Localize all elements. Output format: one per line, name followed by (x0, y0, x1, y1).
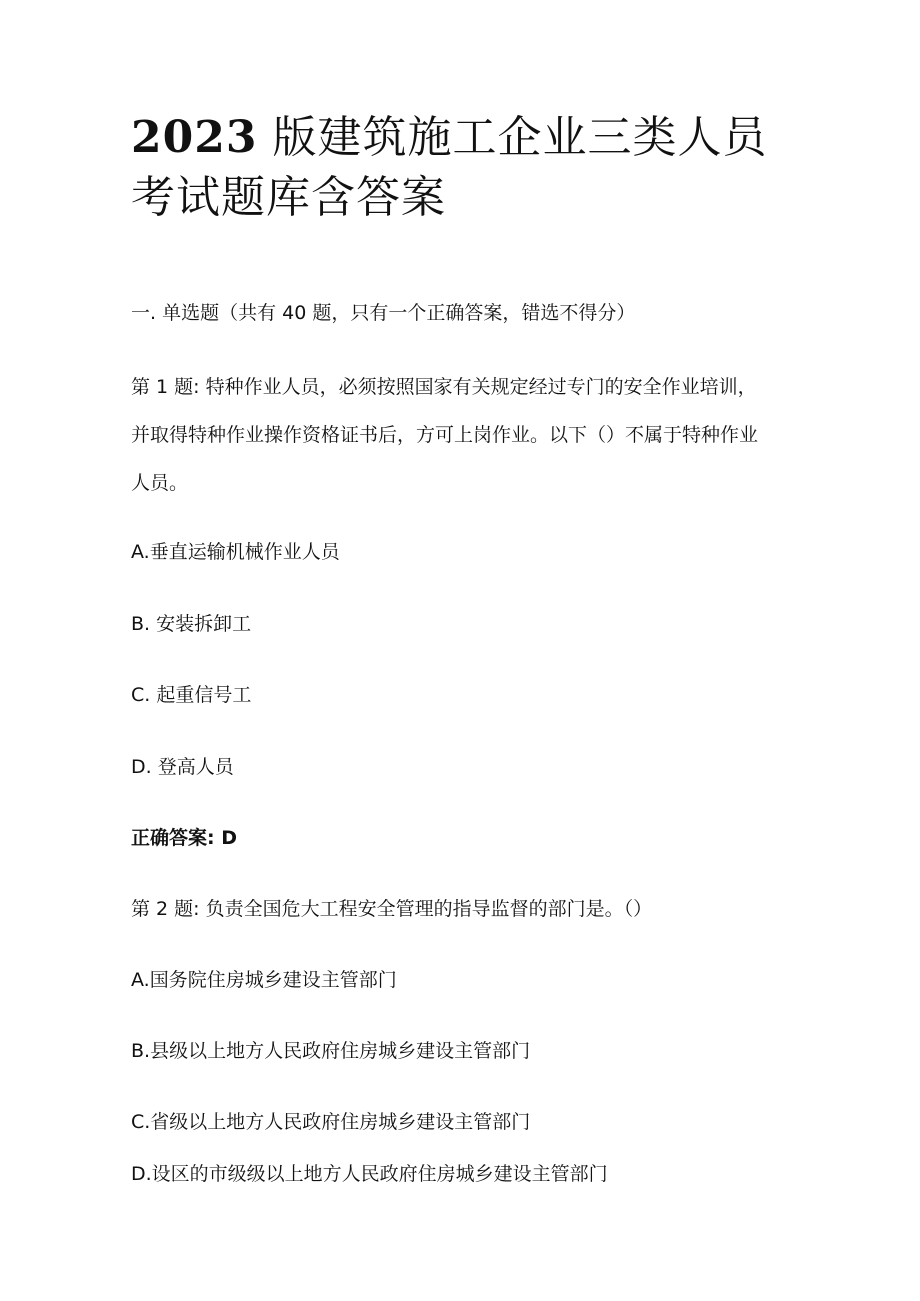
question-1-option-a: A.垂直运输机械作业人员 (131, 541, 340, 563)
question-1-stem-line-3: 人员。 (131, 472, 189, 494)
section-heading: 一. 单选题（共有 40 题，只有一个正确答案，错选不得分） (131, 302, 636, 324)
question-2-stem: 第 2 题: 负责全国危大工程安全管理的指导监督的部门是。（） (131, 898, 653, 920)
question-1-option-d: D. 登高人员 (131, 756, 234, 778)
question-1-option-c: C. 起重信号工 (131, 684, 252, 706)
question-1-stem-line-2: 并取得特种作业操作资格证书后，方可上岗作业。以下（）不属于特种作业 (131, 424, 759, 446)
question-1-stem-line-1: 第 1 题: 特种作业人员，必须按照国家有关规定经过专门的安全作业培训， (131, 376, 757, 398)
question-2-option-d: D.设区的市级级以上地方人民政府住房城乡建设主管部门 (131, 1163, 608, 1185)
title-text: 版建筑施工企业三类人员考试题库含答案 (131, 112, 768, 223)
title-year: 2023 (131, 112, 258, 163)
question-2-option-b: B.县级以上地方人民政府住房城乡建设主管部门 (131, 1040, 531, 1062)
question-1-option-b: B. 安装拆卸工 (131, 613, 252, 635)
question-2-option-c: C.省级以上地方人民政府住房城乡建设主管部门 (131, 1111, 531, 1133)
question-1-answer: 正确答案: D (131, 827, 237, 849)
question-2-option-a: A.国务院住房城乡建设主管部门 (131, 969, 397, 991)
document-title (131, 108, 811, 228)
